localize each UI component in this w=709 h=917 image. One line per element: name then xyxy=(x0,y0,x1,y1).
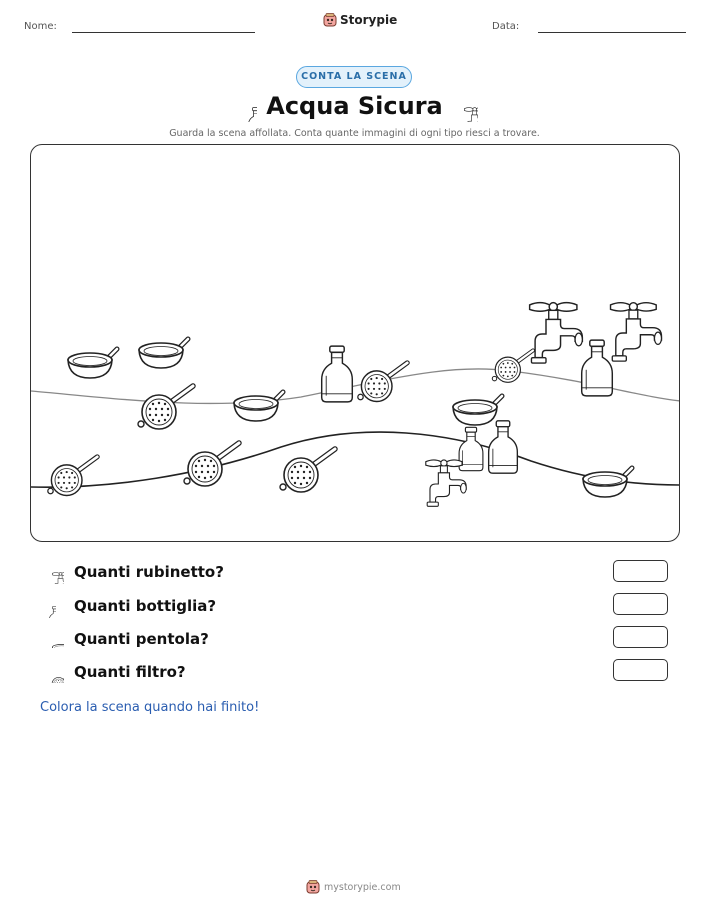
bottle-icon xyxy=(459,427,483,470)
strainer-icon xyxy=(358,363,408,402)
strainer-icon xyxy=(48,457,98,496)
question-text: Quanti filtro? xyxy=(74,663,186,681)
question-row-bottle xyxy=(40,594,216,618)
question-text: Quanti bottiglia? xyxy=(74,597,217,615)
question-text: Quanti pentola? xyxy=(74,630,209,648)
strainer-icon xyxy=(138,386,193,429)
faucet-icon xyxy=(611,303,662,361)
pan-icon xyxy=(40,627,66,651)
faucet-icon xyxy=(40,560,66,584)
footer-url[interactable]: mystorypie.com xyxy=(324,881,401,893)
scene-illustration xyxy=(31,145,680,542)
strainer-icon xyxy=(184,443,239,486)
storypie-logo-icon xyxy=(323,13,337,27)
answer-box-pan[interactable] xyxy=(613,626,668,648)
strainer-icon xyxy=(40,660,66,684)
pan-icon xyxy=(234,392,283,421)
pan-icon xyxy=(139,339,188,368)
section-badge: CONTA LA SCENA xyxy=(296,66,412,88)
date-line[interactable] xyxy=(538,32,686,33)
name-line[interactable] xyxy=(72,32,255,33)
strainer-icon xyxy=(492,350,533,382)
question-row-pan xyxy=(40,627,209,651)
date-label: Data: xyxy=(492,21,520,32)
question-row-strainer xyxy=(40,660,186,684)
coloring-note: Colora la scena quando hai finito! xyxy=(40,700,260,715)
page-subtitle: Guarda la scena affollata. Conta quante immagini di ogni tipo riesci a trovare. xyxy=(169,128,540,139)
pan-icon xyxy=(68,349,117,378)
answer-box-bottle[interactable] xyxy=(613,593,668,615)
answer-box-strainer[interactable] xyxy=(613,659,668,681)
strainer-icon xyxy=(280,449,335,492)
bottle-icon xyxy=(322,346,353,402)
brand-logo xyxy=(323,13,397,27)
pan-icon xyxy=(453,396,502,425)
faucet-icon xyxy=(530,303,583,363)
bottle-icon xyxy=(582,340,613,396)
scene-frame xyxy=(30,144,680,542)
storypie-logo-icon xyxy=(306,880,320,894)
footer xyxy=(306,880,401,894)
brand-name: Storypie xyxy=(340,13,398,27)
question-row-faucet xyxy=(40,560,224,584)
bottle-icon xyxy=(40,594,66,618)
bottle-icon xyxy=(489,421,518,473)
faucet-icon xyxy=(450,92,478,122)
question-text: Quanti rubinetto? xyxy=(74,563,224,581)
name-label: Nome: xyxy=(24,21,57,32)
pan-icon xyxy=(583,468,632,497)
page-title: Acqua Sicura xyxy=(266,92,443,120)
answer-box-faucet[interactable] xyxy=(613,560,668,582)
